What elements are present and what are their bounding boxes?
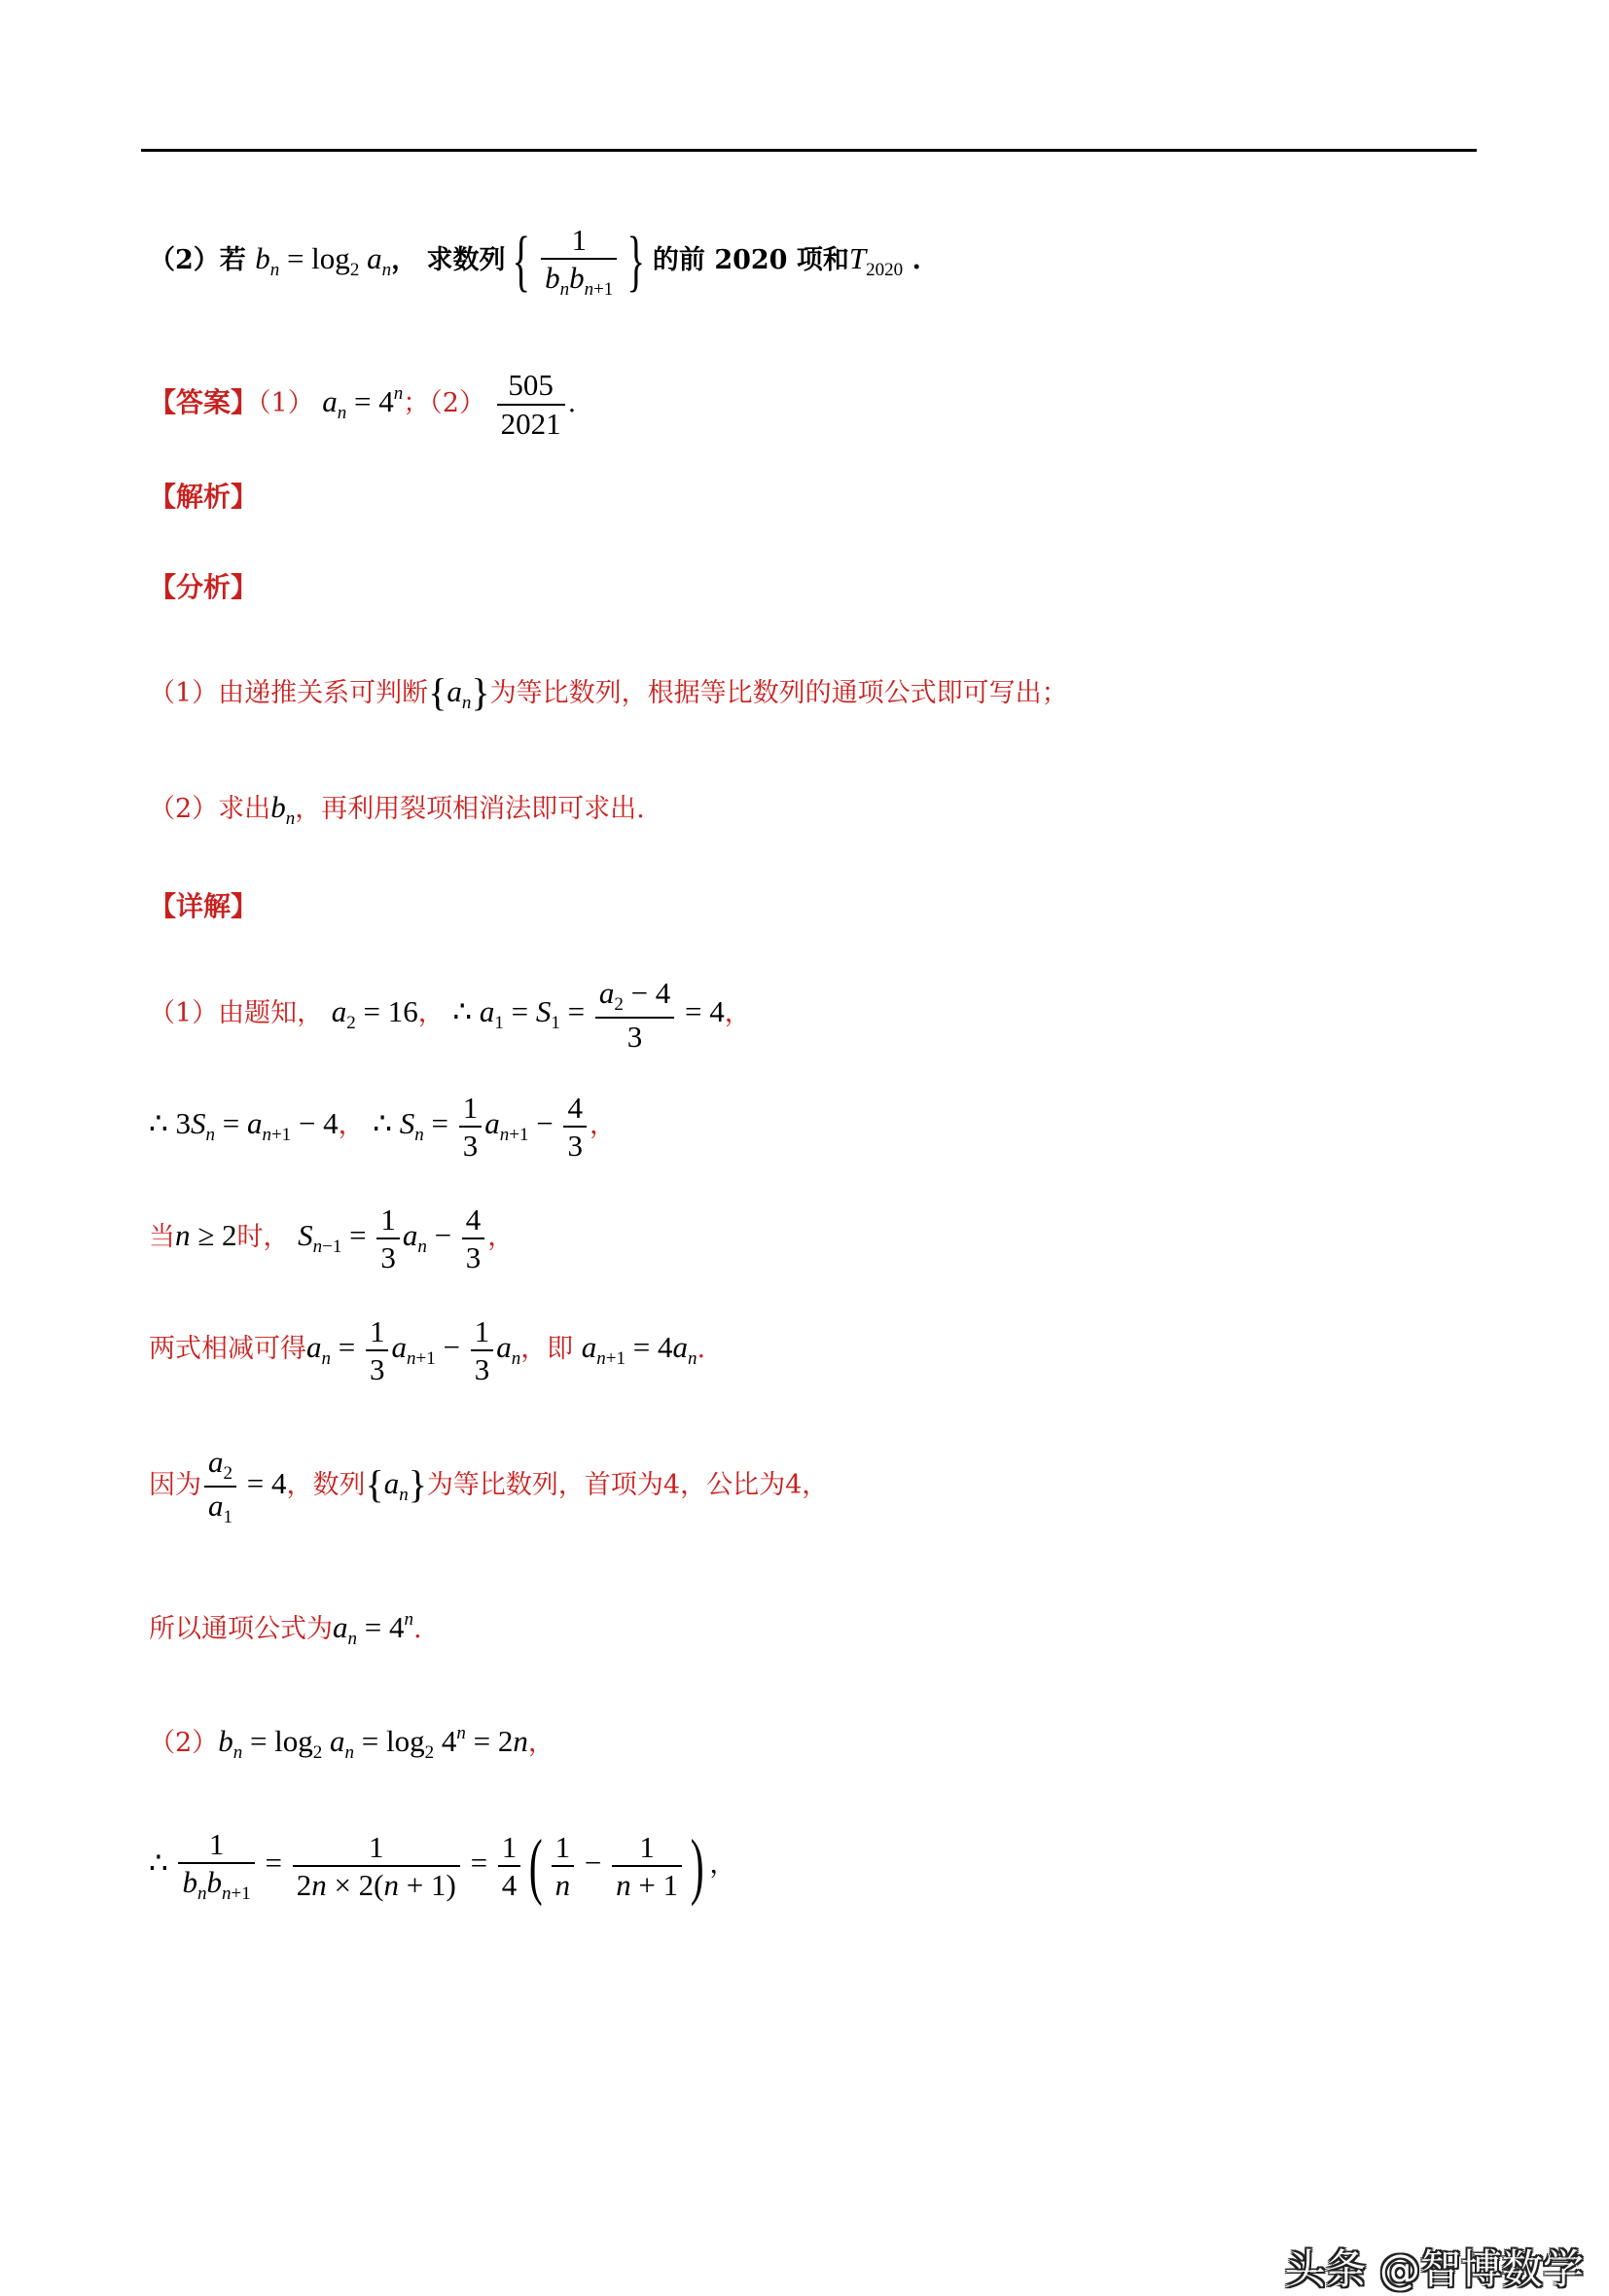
answer-fraction: $\frac{505}{2021}$: [497, 367, 565, 441]
heading-xiangjie: 【详解】: [149, 890, 259, 922]
answer-label: 【答案】: [149, 386, 259, 418]
detail-line-6: 所以通项公式为$a_n = 4^n$.: [149, 1609, 422, 1649]
sequence-brace-expr: { $\frac{1}{b_nb_{n+1}}$ }: [513, 222, 646, 301]
detail-line-4: 两式相减可得$a_n$ = $\frac{1}{3}$ $a_{n+1}$ − $\frac{1}{3}$ $a_n$，即 $a_{n+1} = 4a_n$.: [149, 1313, 706, 1386]
answer-line: 【答案】（1） $a_n = 4^n$；（2） $\frac{505}{2021}$ .: [149, 368, 577, 441]
detail-line-7: $(2)b_n = \log_2 a_n = \log_2 4^n = 2n$，: [149, 1723, 554, 1763]
heading-jiexi: 【解析】: [149, 481, 259, 513]
analysis-line-1: （1）由递推关系可判断$\{a_n\}$为等比数列，根据等比数列的通项公式即可写出；: [149, 670, 1068, 714]
analysis-line-2: （2）求出$b_n$，再利用裂项相消法即可求出.: [149, 790, 645, 829]
detail-line-3: 当n ≥ 2时， $S_{n-1}$ = $\frac{1}{3}$ $a_n$ − $\frac{4}{3}$ ，: [149, 1202, 515, 1274]
detail-line-8: ∴ $\frac{1}{b_nb_{n+1}}$ = $\frac{1}{2n \times 2(n + 1)}$ = $\frac{1}{4}$ ( $\frac{1}{n}$ − $\frac{1}{n + 1}$ ) ，: [149, 1824, 736, 1907]
question-line: （2）若 $b_n = \log_2 a_n$， 求数列 { $\frac{1}{b_nb_{n+1}}$ } 的前 2020 项和$T_{2020}$ .: [149, 222, 921, 301]
detail-line-5: 因为 $\frac{a_2}{a_1}$ = 4，数列$\{a_n\}$为等比数列，首项为4，公比为4，: [149, 1445, 829, 1527]
header-rule: [141, 149, 1477, 152]
detail-line-2: ∴ $3S_n = a_{n+1} - 4$， ∴ $S_n$ = $\frac{1}{3}$ $a_{n+1}$ − $\frac{4}{3}$ ，: [149, 1090, 616, 1163]
detail-line-1: （1）由题知， $a_2 = 16$， ∴ $a_1 = S_1$ = $\frac{a_2 - 4}{3}$ = 4，: [149, 975, 751, 1054]
heading-fenxi: 【分析】: [149, 571, 259, 603]
watermark: 头条 @智博数学: [1284, 2245, 1584, 2293]
